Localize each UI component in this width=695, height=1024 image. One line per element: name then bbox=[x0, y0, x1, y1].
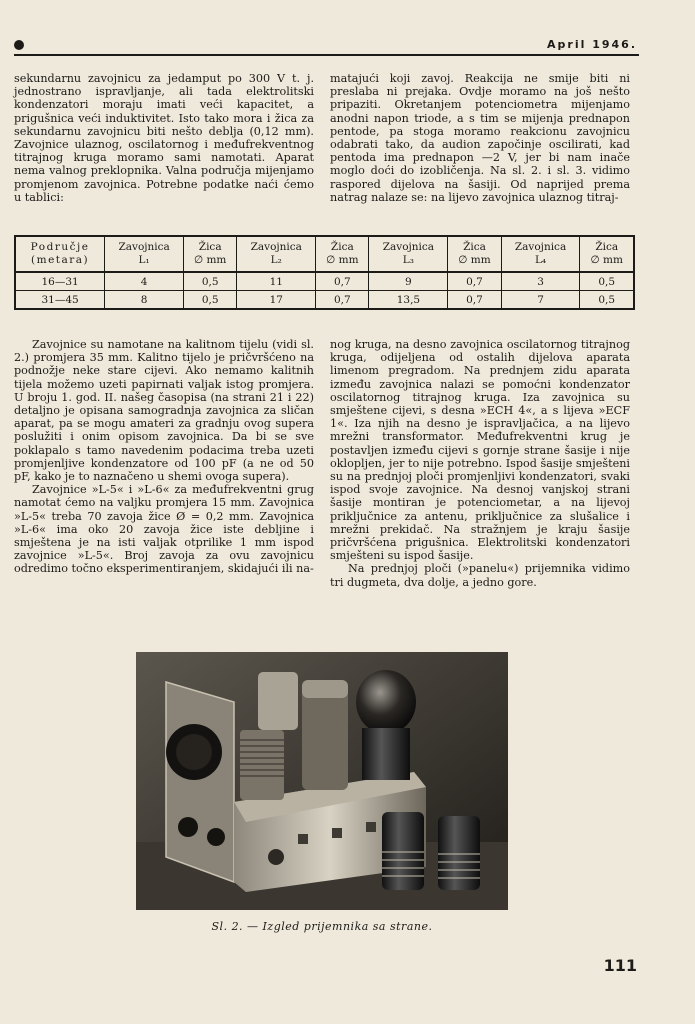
table-cell: 16—31 bbox=[15, 272, 105, 291]
bottom-right-column bbox=[330, 338, 630, 589]
table-cell: 0,7 bbox=[316, 272, 369, 291]
paragraph: sekundarnu zavojnicu za jedamput po 300 V t. j. jednostrano ispravljanje, ali tada elektrolitski kondenzatori moraju imati veći kapacitet, a prigušnica veći induktivitet. Isto tako mora i žica za sekundarnu zavojnicu biti nešto deblja (0,12 mm). Zavojnice ulaznog, oscilatornog i međufrekventnog titrajnog kruga moramo sami namotati. Aparat nema valnog preklopnika. Valna područja mijenjamo promjenom zavojnica. Potrebne podatke naći ćemo u tablici: bbox=[14, 72, 314, 204]
table-cell: 0,7 bbox=[448, 291, 501, 310]
table-cell: 4 bbox=[105, 272, 184, 291]
table-row bbox=[15, 291, 634, 310]
header-cell: Zavojnica L₁ bbox=[105, 236, 184, 272]
header-cell: Žica ∅ mm bbox=[184, 236, 237, 272]
page-number: 111 bbox=[603, 956, 637, 975]
table-cell: 17 bbox=[237, 291, 316, 310]
table-cell: 0,5 bbox=[184, 272, 237, 291]
header-cell: Područje (metara) bbox=[15, 236, 105, 272]
paragraph: Na prednjoj ploči (»panelu«) prijemnika vidimo tri dugmeta, dva dolje, a jedno gore. bbox=[330, 562, 630, 589]
receiver-photo bbox=[136, 652, 508, 910]
figure-caption: Sl. 2. — Izgled prijemnika sa strane. bbox=[211, 920, 433, 933]
table-header-row bbox=[15, 236, 634, 272]
table-cell: 0,7 bbox=[316, 291, 369, 310]
bottom-left-column bbox=[14, 338, 314, 576]
issue-date: April 1946. bbox=[547, 38, 637, 51]
header-cell: Žica ∅ mm bbox=[316, 236, 369, 272]
header-rule bbox=[14, 54, 639, 56]
table-cell: 11 bbox=[237, 272, 316, 291]
header-cell: Zavojnica L₂ bbox=[237, 236, 316, 272]
top-left-column bbox=[14, 72, 314, 204]
receiver-illustration bbox=[136, 652, 508, 910]
table-row bbox=[15, 272, 634, 291]
paragraph: matajući koji zavoj. Reakcija ne smije biti ni preslaba ni prejaka. Ovdje moramo na još nešto pripaziti. Okretanjem potenciometra mijenjamo anodni napon triode, a s tim se mijenja prednapon pentode, pa stoga moramo reakcionu zavojnicu odabrati tako, da audion započinje oscilirati, kad pentoda ima prednapon —2 V, jer bi nam inače moglo doći do izobličenja. Na sl. 2. i sl. 3. vidimo raspored dijelova na šasiji. Od naprijed prema natrag nalaze se: na lijevo zavojnica ulaznog titraj- bbox=[330, 72, 630, 204]
header-cell: Zavojnica L₄ bbox=[501, 236, 580, 272]
header-cell: Zavojnica L₃ bbox=[369, 236, 448, 272]
table-cell: 0,7 bbox=[448, 272, 501, 291]
table-cell: 0,5 bbox=[184, 291, 237, 310]
header-cell: Žica ∅ mm bbox=[580, 236, 634, 272]
paragraph: Zavojnice su namotane na kalitnom tijelu (vidi sl. 2.) promjera 35 mm. Kalitno tijelo je pričvršćeno na podnožje neke stare cijevi. Ako nemamo kalitnih tijela možemo uzeti papirnati valjak istog promjera. U broju 1. god. II. našeg časopisa (na strani 21 i 22) detaljno je opisana samogradnja zavojnica za sličan aparat, pa se mogu amateri za gradnju ovog supera poslužiti i onim opisom zavojnica. Da bi se sve poklapalo s tamo navedenim podacima treba uzeti promjenljive kondenzatore od 100 pF (a ne od 50 pF, kako je to naznačeno u shemi ovoga supera). bbox=[14, 338, 314, 484]
table-cell: 3 bbox=[501, 272, 580, 291]
table-cell: 0,5 bbox=[580, 272, 634, 291]
table-cell: 8 bbox=[105, 291, 184, 310]
paragraph: nog kruga, na desno zavojnica oscilatornog titrajnog kruga, odijeljena od ostalih dijelova aparata limenom pregradom. Na prednjem zidu aparata između zavojnica nalazi se pomoćni kondenzator oscilatornog titrajnog kruga. Iza zavojnica su smještene cijevi, s desna »ECH 4«, a s lijeva »ECF 1«. Iza njih na desno je ispravljačica, a na lijevo mrežni transformator. Međufrekventni krug je postavljen između cijevi s gornje strane šasije i nije oklopljen, jer to nije potrebno. Ispod šasije smješteni su na prednjoj ploči promjenljivi kondenzatori, svaki ispod svoje zavojnice. Na desnoj vanjskoj strani šasije montiran je potenciometar, a na lijevoj priključnice za antenu, priključnice za slušalice i mrežni prekidač. Na stražnjem je kraju šasije pričvršćena prigušnica. Elektrolitski kondenzatori smješteni su ispod šasije. bbox=[330, 338, 630, 563]
paragraph: Zavojnice »L-5« i »L-6« za međufrekventni grug namotat ćemo na valjku promjera 15 mm. Zavojnica »L-5« treba 70 zavoja žice Ø = 0,2 mm. Zavojnica »L-6« ima oko 20 zavoja žice iste debljine i smještena je na isti valjak otprilike 1 mm ispod zavojnice »L-5«. Broj zavoja za ovu zavojnicu odredimo točno eksperimentiranjem, skidajući ili na- bbox=[14, 483, 314, 576]
header-cell: Žica ∅ mm bbox=[448, 236, 501, 272]
top-right-column bbox=[330, 72, 630, 204]
table-cell: 31—45 bbox=[15, 291, 105, 310]
table-cell: 7 bbox=[501, 291, 580, 310]
table-cell: 9 bbox=[369, 272, 448, 291]
coil-data-table bbox=[14, 235, 635, 310]
table-cell: 0,5 bbox=[580, 291, 634, 310]
table-cell: 13,5 bbox=[369, 291, 448, 310]
header-bullet bbox=[14, 40, 24, 50]
